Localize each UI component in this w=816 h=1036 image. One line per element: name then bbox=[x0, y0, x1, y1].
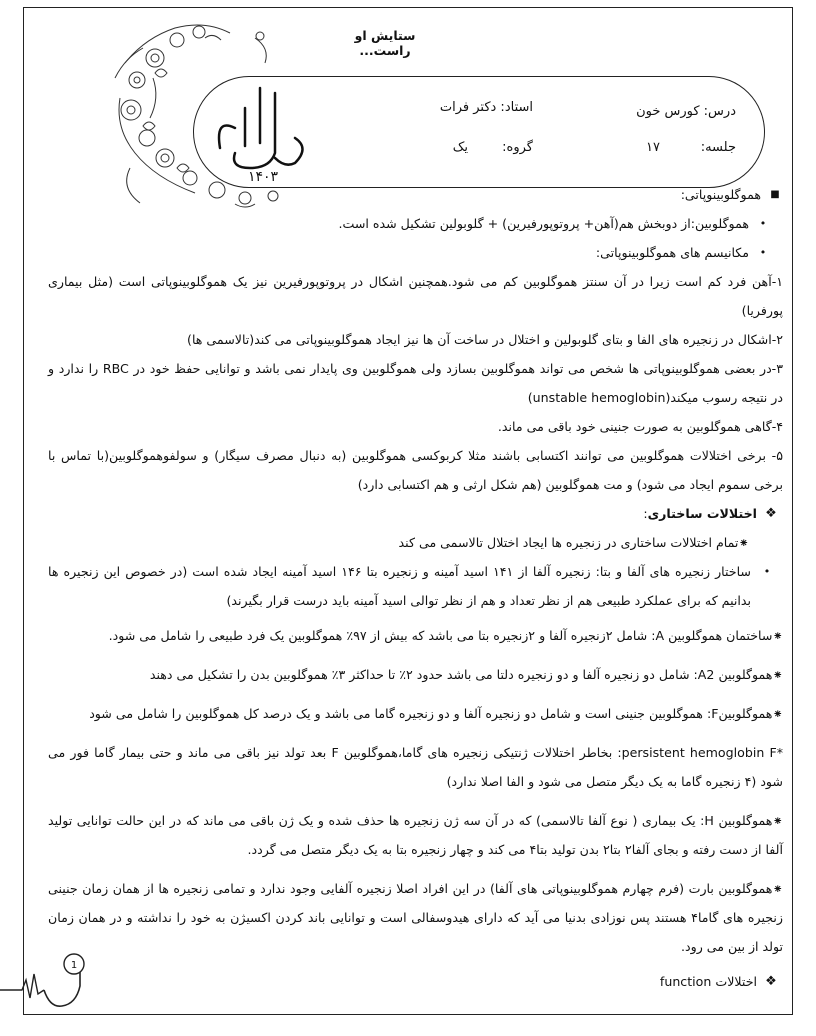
mechanism-4: ۴-گاهی هموگلوبین به صورت جنینی خود باقی می ماند. bbox=[497, 419, 783, 434]
bullet-icon: • bbox=[759, 246, 767, 259]
document-body bbox=[48, 180, 783, 996]
page-number: 1 bbox=[70, 960, 78, 971]
hemoglobin-a: ⁕ساختمان هموگلوبین A: شامل ۲زنجیره آلفا و ۲زنجیره بتا می باشد که بیش از ۹۷٪ هموگلوبین یک فرد طبیعی را شامل می شود. bbox=[108, 628, 783, 643]
group-number: یک bbox=[452, 140, 468, 155]
course-name: درس: کورس خون bbox=[636, 104, 736, 119]
list-item: • هموگلوبین:از دوبخش هم(آهن+ پروتوپورفیرین) + گلوبولین تشکیل شده است. bbox=[48, 209, 783, 238]
square-bullet-icon: ■ bbox=[770, 189, 780, 200]
list-item: • ساختار زنجیره های آلفا و بتا: زنجیره آلفا از ۱۴۱ اسید آمینه و زنجیره بتا ۱۴۶ اسید آمینه ایجاد شده است (در خصوص این زنجیره ها بدانیم که برای عملکرد طبیعی هم از نظر تعداد و هم از نظر توالی اسید آمینه باید درست قرار بگیرند) bbox=[48, 557, 783, 615]
session-number: ۱۷ bbox=[646, 140, 660, 155]
asterisk-icon: ⁕ bbox=[772, 628, 783, 643]
section-heading-function: ❖ اختلالات function bbox=[48, 967, 783, 996]
diamond-bullet-icon: ❖ bbox=[765, 506, 777, 521]
persistent-hemoglobin-f: *persistent hemoglobin F: بخاطر اختلالات ژنتیکی زنجیره های گاما،هموگلوبین F بعد تولد نیز باقی می ماند و حتی بیمار گاما فور می شود (۴ زنجیره گاما به یک دیگر متصل می شود و الفا اصلا ندارد) bbox=[48, 745, 783, 789]
teacher-name: استاد: دکتر فرات bbox=[439, 100, 533, 115]
asterisk-icon: ⁕ bbox=[772, 667, 783, 682]
asterisk-icon: ⁕ bbox=[772, 813, 784, 828]
bullet-icon: • bbox=[763, 565, 771, 578]
mechanism-2: ۲-اشکال در زنجیره های الفا و بتای گلوبولین و اختلال در ساخت آن ها نیز ایجاد هموگلوبینوپاتی می کند(تالاسمی ها) bbox=[187, 332, 783, 347]
logo-year: ۱۴۰۳ bbox=[247, 169, 279, 185]
asterisk-icon: ⁕ bbox=[772, 706, 783, 721]
group-label: گروه: bbox=[502, 140, 533, 155]
mechanism-3: ۳-در بعضی هموگلوبینوپاتی ها شخص می تواند هموگلوبین بسازد ولی هموگلوبین وی پایدار نمی باشد و توانایی حفظ خود در RBC را ندارد و در نتیجه رسوب میکند(unstable hemoglobin) bbox=[48, 361, 783, 405]
asterisk-icon: ⁕ bbox=[738, 535, 749, 550]
hemoglobin-f: ⁕هموگلوبینF: هموگلوبین جنینی است و شامل دو زنجیره آلفا و دو زنجیره گاما می باشد و یک درصد کل هموگلوبین را شامل می شود bbox=[89, 706, 783, 721]
hemoglobin-barts: ⁕هموگلوبین بارت (فرم چهارم هموگلوبینوپاتی های آلفا) در این افراد اصلا زنجیره آلفایی وجود ندارد و تمامی زنجیره ها از همان زمان جنینی زنجیره های گاما۴ هستند پس نوزادی بدنیا می آید که دارای هیدوسفالی است و توانایی باند کردن اکسیژن به خود را نداشته و در همان زمان تولد از بین می رود. bbox=[48, 881, 783, 954]
bullet-icon: • bbox=[759, 217, 767, 230]
diamond-bullet-icon: ❖ bbox=[765, 974, 777, 989]
stethoscope-icon bbox=[0, 950, 100, 1020]
mechanism-1: ۱-آهن فرد کم است زیرا در آن سنتز هموگلوبین کم می شود.همچنین اشکال در پروتوپورفیرین نیز یک هموگلوبینوپاتی است (مثل بیماری پورفریا) bbox=[48, 274, 783, 318]
session-label: جلسه: bbox=[700, 140, 736, 155]
section-heading-hemoglobinopathy: ■ هموگلوبینوپاتی: bbox=[48, 180, 783, 209]
asterisk-icon: ⁕ bbox=[772, 881, 783, 896]
page-header-title: ستایش او راست... bbox=[354, 28, 416, 58]
hemoglobin-a2: ⁕هموگلوبین A2: شامل دو زنجیره آلفا و دو زنجیره دلتا می باشد حدود ۲٪ تا حداکثر ۳٪ هموگلوبین بدن را تشکیل می دهند bbox=[149, 667, 783, 682]
section-heading-structural: ❖ اختلالات ساختاری: bbox=[48, 499, 783, 528]
course-info-box bbox=[193, 76, 765, 188]
hemoglobin-h: ⁕هموگلوبین H: یک بیماری ( نوع آلفا تالاسمی) که در آن سه ژن زنجیره ها حذف شده و یک ژن باقی می ماند که در این حالت توانایی تولید آلفا از دست رفته و بجای آلفا۲ بتا۲ بدن تولید بتا۴ می کند و چهار زنجیره بتا به یک دیگر متصل می گردد. bbox=[48, 813, 784, 857]
mechanism-5: ۵- برخی اختلالات هموگلوبین می توانند اکتسابی باشند مثلا کربوکسی هموگلوبین (به دنبال مصرف سیگار) و سولفوهموگلوبین(با تماس با برخی سموم ایجاد می شود) و مت هموگلوبین (هم شکل ارثی و هم اکتسابی دارد) bbox=[48, 448, 783, 492]
list-item: • مکانیسم های هموگلوبینوپاتی: bbox=[48, 238, 783, 267]
structural-note: ⁕تمام اختلالات ساختاری در زنجیره ها ایجاد اختلال تالاسمی می کند bbox=[398, 535, 749, 550]
